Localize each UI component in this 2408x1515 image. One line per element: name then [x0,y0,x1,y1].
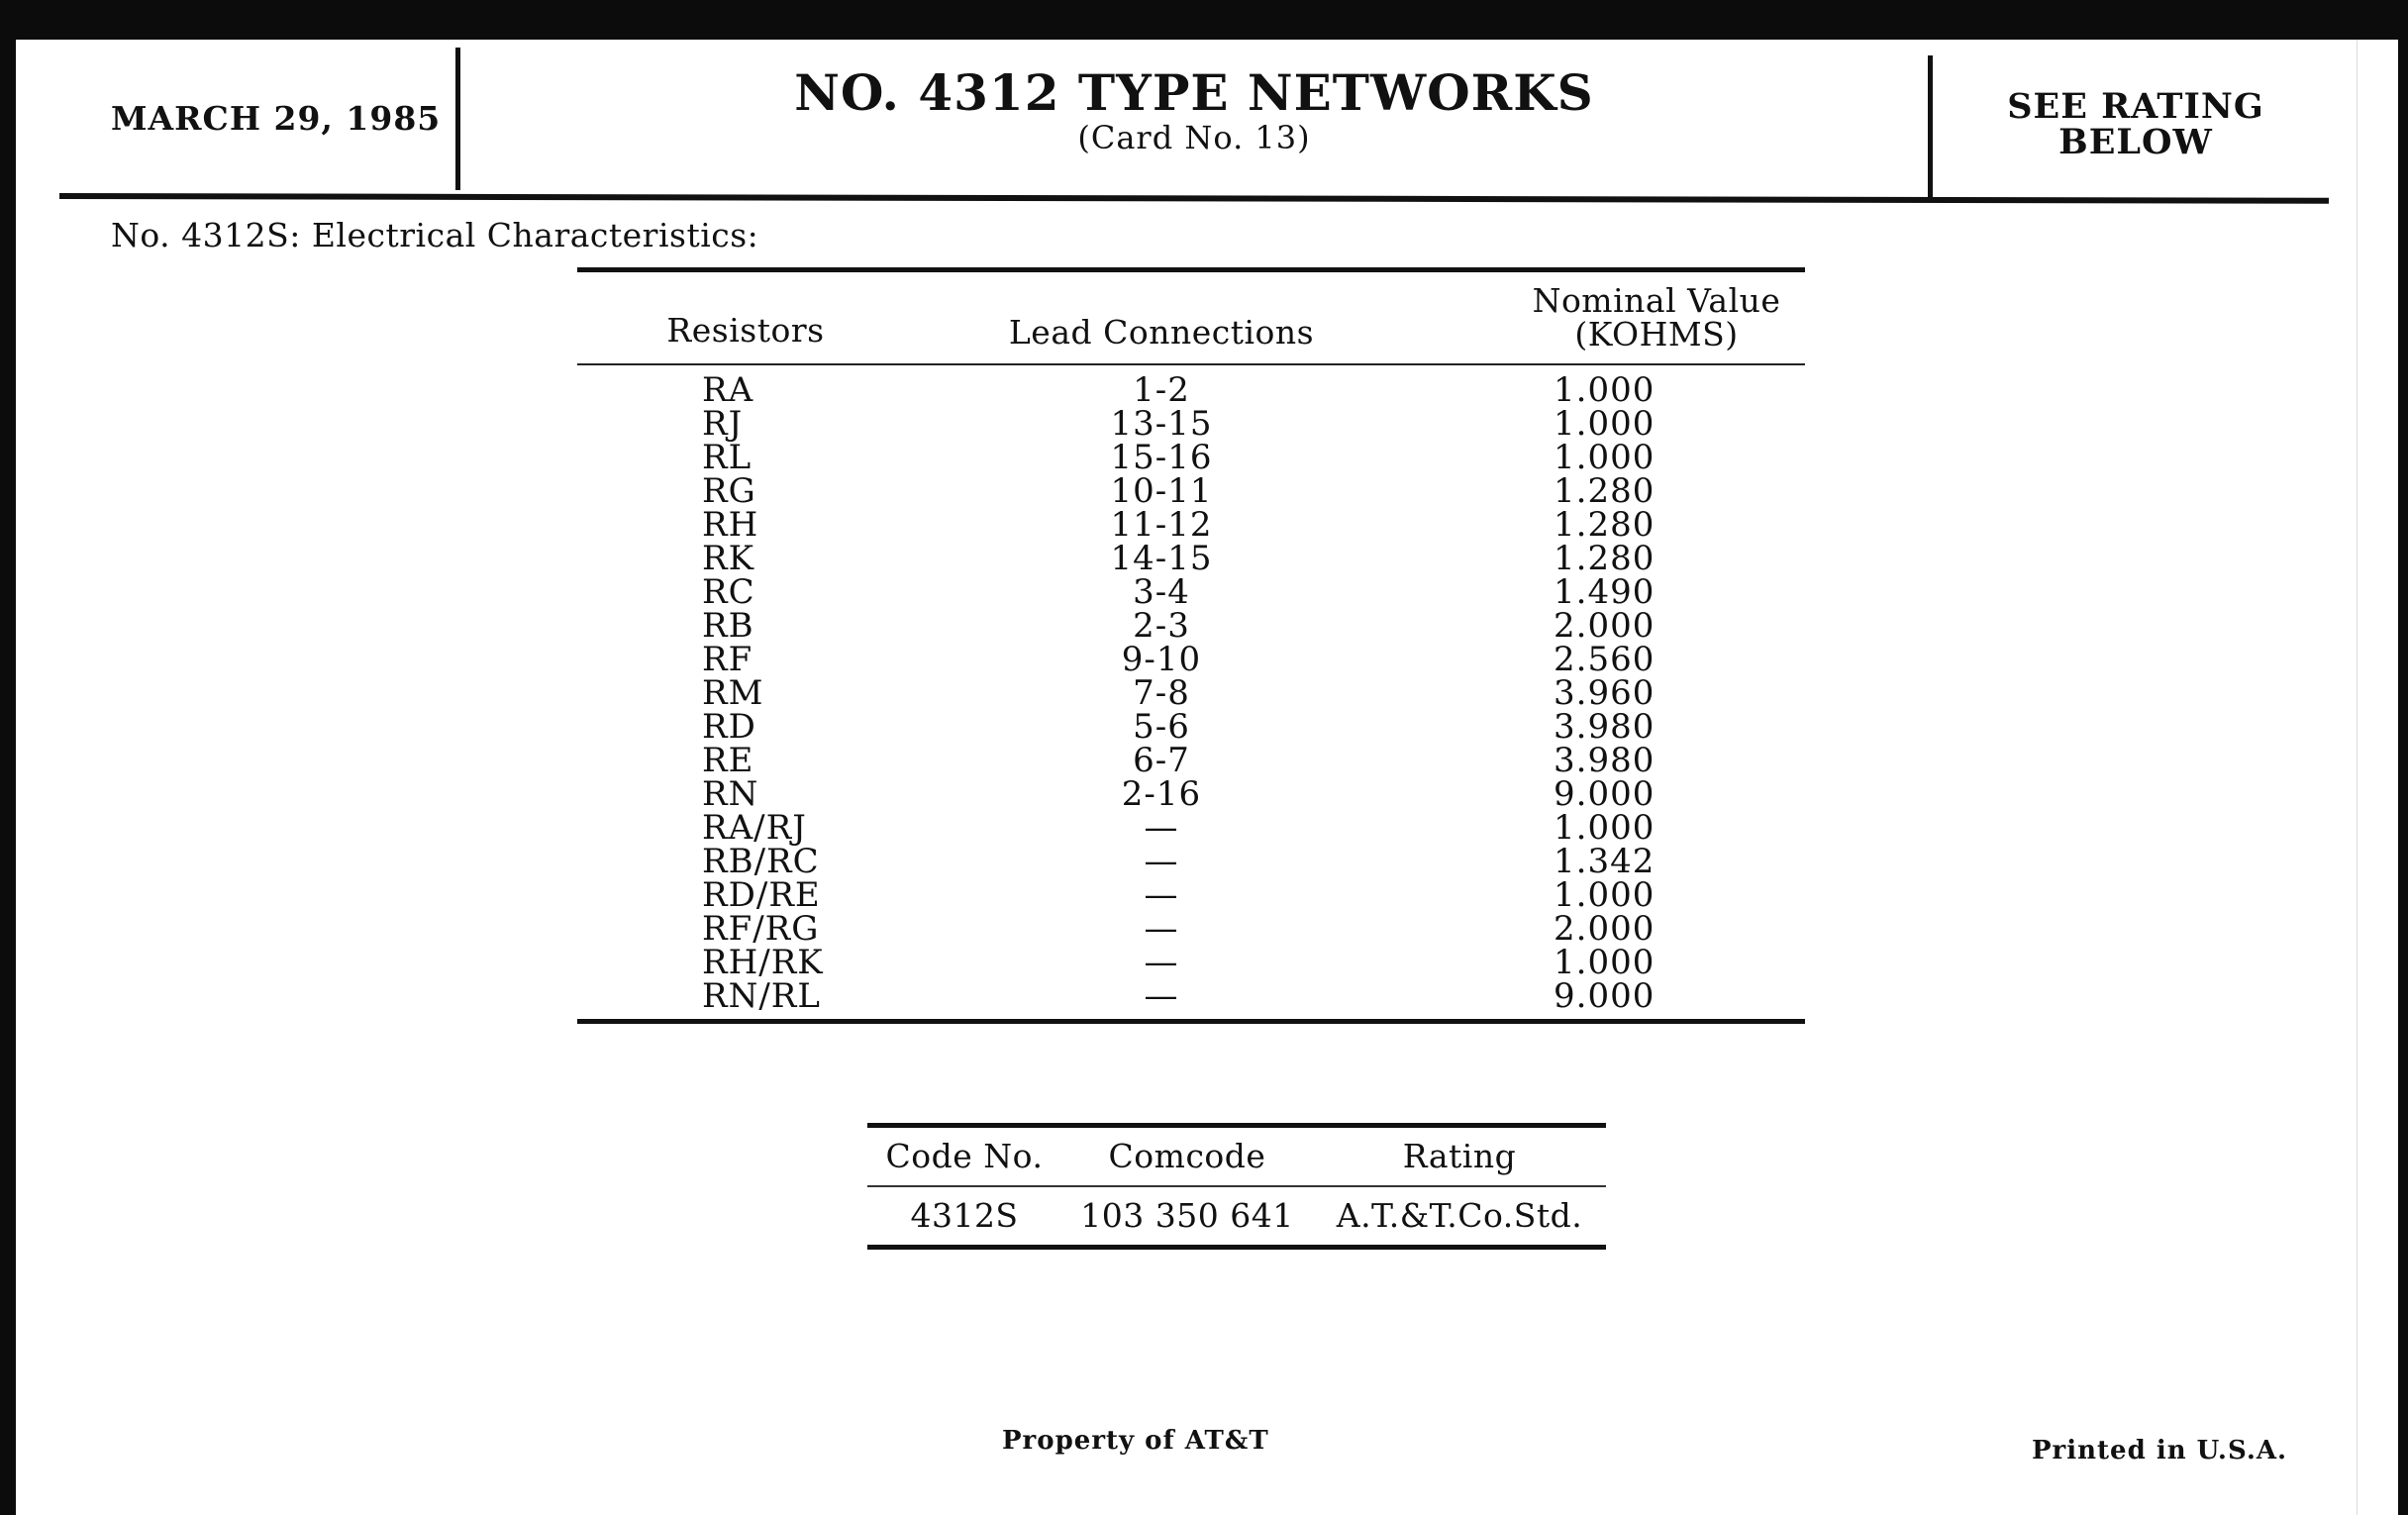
code-table-row [867,1187,1606,1245]
code-table [867,1123,1606,1250]
nominal-value-cell: 1.000 [1554,875,1656,915]
header-code-no: Code No. [885,1137,1044,1175]
resistor-cell: RL [702,438,752,477]
lead-connection-cell: 2-16 [1121,774,1202,814]
table-row [577,505,1805,545]
scan-top-border [0,0,2408,40]
lead-connection-cell: 6-7 [1133,741,1190,780]
table-header [577,272,1805,363]
table-row [577,909,1805,949]
header-nominal-value [1498,281,1815,354]
nominal-value-cell: 1.000 [1554,943,1656,982]
page-title: NO. 4312 TYPE NETWORKS [794,63,1594,122]
table-row [577,741,1805,780]
table-body [577,365,1805,1019]
table-row [577,404,1805,444]
table-row [577,842,1805,881]
resistor-cell: RA/RJ [702,808,807,848]
lead-connection-cell: — [1144,808,1179,848]
nominal-value-cell: 2.000 [1554,909,1656,949]
header-rating-note [1933,86,2339,162]
lead-connection-cell: — [1144,909,1179,949]
nominal-value-cell: 3.980 [1554,707,1656,747]
resistor-cell: RJ [702,404,744,444]
lead-connection-cell: — [1144,976,1179,1016]
resistor-cell: RG [702,471,756,511]
nominal-value-cell: 1.342 [1554,842,1656,881]
header-nominal-line2: (KOHMS) [1574,315,1739,354]
table-row [577,606,1805,646]
footer-printed: Printed in U.S.A. [2032,1436,2288,1465]
table-row [577,943,1805,982]
rating-value: A.T.&T.Co.Std. [1336,1196,1583,1235]
code-table-bottom-rule [867,1245,1606,1250]
nominal-value-cell: 1.000 [1554,404,1656,444]
header-resistors: Resistors [666,311,825,350]
resistor-cell: RE [702,741,754,780]
header-date: MARCH 29, 1985 [111,99,442,138]
resistor-cell: RB [702,606,754,646]
nominal-value-cell: 9.000 [1554,976,1656,1016]
resistor-cell: RH [702,505,759,545]
table-row [577,707,1805,747]
resistor-cell: RH/RK [702,943,824,982]
comcode-value: 103 350 641 [1080,1196,1294,1235]
lead-connection-cell: — [1144,842,1179,881]
nominal-value-cell: 3.980 [1554,741,1656,780]
scan-right-border [2398,0,2408,1515]
lead-connection-cell: — [1144,875,1179,915]
card-number: (Card No. 13) [1077,119,1311,156]
resistor-cell: RA [702,370,754,410]
code-no-value: 4312S [910,1196,1019,1235]
section-label: No. 4312S: Electrical Characteristics: [111,216,759,254]
lead-connection-cell: 5-6 [1133,707,1190,747]
table-row [577,572,1805,612]
code-table-header [867,1128,1606,1185]
resistor-cell: RN/RL [702,976,821,1016]
lead-connection-cell: 11-12 [1110,505,1213,545]
characteristics-table [577,267,1805,1024]
lead-connection-cell: — [1144,943,1179,982]
nominal-value-cell: 1.280 [1554,505,1656,545]
resistor-cell: RF [702,640,753,679]
header-rule [59,193,2329,204]
lead-connection-cell: 14-15 [1110,539,1213,578]
nominal-value-cell: 1.000 [1554,808,1656,848]
header-rating: Rating [1402,1137,1517,1175]
resistor-cell: RF/RG [702,909,820,949]
nominal-value-cell: 1.280 [1554,539,1656,578]
resistor-cell: RK [702,539,754,578]
header-comcode: Comcode [1108,1137,1266,1175]
table-row [577,875,1805,915]
resistor-cell: RN [702,774,759,814]
nominal-value-cell: 1.000 [1554,438,1656,477]
nominal-value-cell: 1.490 [1554,572,1656,612]
rating-note-line2: BELOW [2058,122,2213,162]
lead-connection-cell: 9-10 [1121,640,1202,679]
lead-connection-cell: 2-3 [1133,606,1190,646]
table-row [577,808,1805,848]
table-row [577,370,1805,410]
table-row [577,673,1805,713]
header-nominal-line1: Nominal Value [1532,281,1781,320]
resistor-cell: RD/RE [702,875,821,915]
resistor-cell: RC [702,572,755,612]
lead-connection-cell: 1-2 [1133,370,1190,410]
scan-left-border [0,0,16,1515]
lead-connection-cell: 3-4 [1133,572,1190,612]
nominal-value-cell: 2.000 [1554,606,1656,646]
nominal-value-cell: 1.280 [1554,471,1656,511]
card-margin-line [2357,40,2358,1515]
header-lead-connections: Lead Connections [1008,313,1315,352]
resistor-cell: RB/RC [702,842,820,881]
rating-note-line1: SEE RATING [2007,86,2264,127]
footer-property: Property of AT&T [1002,1426,1269,1456]
lead-connection-cell: 15-16 [1110,438,1213,477]
table-row [577,539,1805,578]
table-row [577,976,1805,1016]
resistor-cell: RD [702,707,756,747]
nominal-value-cell: 2.560 [1554,640,1656,679]
lead-connection-cell: 13-15 [1110,404,1213,444]
nominal-value-cell: 3.960 [1554,673,1656,713]
nominal-value-cell: 1.000 [1554,370,1656,410]
table-row [577,774,1805,814]
lead-connection-cell: 10-11 [1110,471,1213,511]
table-row [577,640,1805,679]
lead-connection-cell: 7-8 [1133,673,1190,713]
table-row [577,471,1805,511]
table-bottom-rule [577,1019,1805,1024]
resistor-cell: RM [702,673,764,713]
nominal-value-cell: 9.000 [1554,774,1656,814]
table-row [577,438,1805,477]
